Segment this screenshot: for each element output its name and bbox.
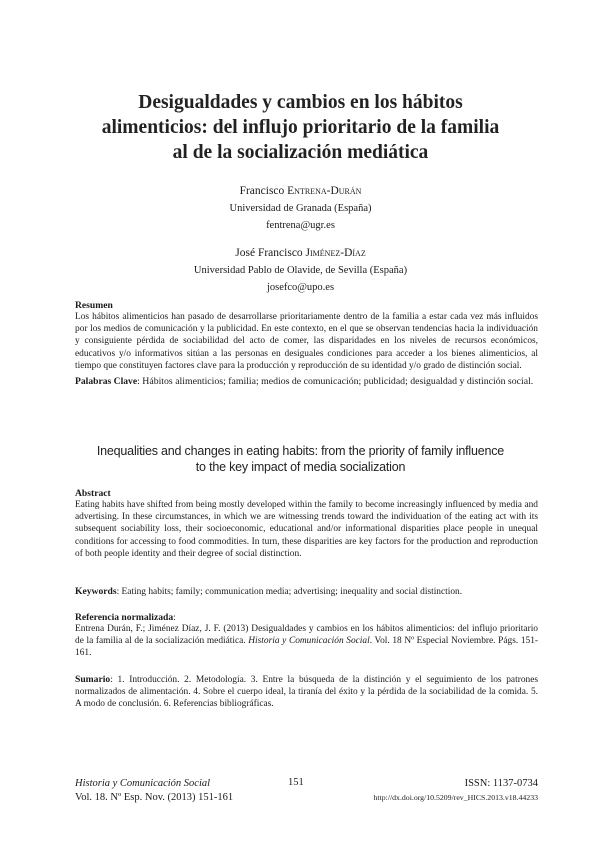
referencia-citation: Entrena Durán, F.; Jiménez Díaz, J. F. (2013) Desigualdades y cambios en los hábitos alimenticios: del influjo prioritario de la familia al de la socialización mediática.: [75, 624, 538, 647]
abstract-label: Abstract: [75, 488, 111, 499]
author-email[interactable]: josefco@upo.es: [266, 282, 335, 293]
palabras-clave-text: : Hábitos alimenticios; familia; medios de comunicación; publicidad; desigualdad y distinción social.: [137, 376, 534, 387]
author-given-name: Francisco: [239, 185, 285, 197]
author-block-1: [60, 183, 541, 234]
author-family-name: Jiménez-Díaz: [305, 247, 366, 259]
keywords: [75, 586, 538, 598]
referencia-citation-end: . Vol. 18 Nº Especial Noviembre. Págs. 151-161.: [75, 636, 539, 659]
english-title-line: Inequalities and changes in eating habits: from the priority of family influence: [96, 444, 505, 458]
article-title: [60, 90, 541, 165]
title-line: al de la socialización mediática: [172, 142, 429, 163]
footer-journal-name: Historia y Comunicación Social: [75, 778, 211, 789]
footer-identifiers: [330, 777, 538, 805]
keywords-label: Keywords: [75, 586, 117, 597]
referencia-journal: Historia y Comunicación Social: [248, 636, 370, 647]
palabras-clave-label: Palabras Clave: [75, 376, 138, 387]
author-affiliation: Universidad de Granada (España): [229, 203, 372, 214]
referencia-label: Referencia normalizada: [75, 612, 174, 623]
sumario-label: Sumario: [75, 674, 111, 685]
referencia-colon: :: [173, 613, 176, 623]
keywords-text: : Eating habits; family; communication media; advertising; inequality and social distinction.: [116, 587, 463, 597]
abstract-text: Eating habits have shifted from being mostly developed within the family to become increasingly influenced by media and advertising. In these circumstances, in which we are witnessing trends toward the individuation of the eating act with its subsequent sociability loss, their socioeconomic, educational and/or informational disparities place people in unequal conditions for accessing to food commodities. In turn, these disparities are key factors for the production and reproduction of both people identity and their degree of social distinction.: [75, 500, 538, 559]
sumario: [75, 674, 538, 711]
author-affiliation: Universidad Pablo de Olavide, de Sevilla (España): [193, 265, 408, 276]
resumen-label: Resumen: [75, 300, 113, 311]
title-line: alimenticios: del influjo prioritario de la familia: [101, 117, 500, 138]
author-family-name: Entrena-Durán: [287, 185, 362, 197]
english-title-line: to the key impact of media socialization: [195, 460, 406, 474]
footer-issn: ISSN: 1137-0734: [464, 778, 538, 789]
footer-doi-link[interactable]: http://dx.doi.org/10.5209/rev_HICS.2013.v18.44233: [373, 793, 538, 802]
title-line: Desigualdades y cambios en los hábitos: [138, 92, 463, 113]
resumen-text: Los hábitos alimenticios han pasado de desarrollarse prioritariamente dentro de la familia a estar cada vez más influidos por los medios de comunicación y la publicidad. En este contexto, en el que se observan tendencias hacia la individuación y consiguiente pérdida de sociabilidad del acto de comer, las disparidades en los niveles de recursos económicos, educativos y/o informativos sitúan a las personas en desiguales condiciones para acceder a los bienes alimenticios, al tiempo que constituyen factores clave para la producción y reproducción de su identidad y/o grado de distinción social.: [75, 312, 538, 371]
palabras-clave: [75, 375, 538, 388]
author-block-2: [60, 245, 541, 296]
footer-journal-info: [75, 777, 233, 805]
page-number: 151: [288, 777, 304, 788]
referencia-text: [75, 623, 538, 660]
author-name: [60, 183, 541, 200]
author-given-name: José Francisco: [235, 247, 303, 259]
footer-volume: Vol. 18. Nº Esp. Nov. (2013) 151-161: [75, 792, 234, 803]
english-title: [60, 443, 541, 475]
author-name: [60, 245, 541, 262]
author-email[interactable]: fentrena@ugr.es: [266, 220, 335, 231]
sumario-text: : 1. Introducción. 2. Metodología. 3. Entre la búsqueda de la distinción y el seguimiento de los patrones normalizados de alimentación. 4. Sobre el cuerpo ideal, la tiranía del éxito y la pérdida de la sociabilidad de la comida. 5. A modo de conclusión. 6. Referencias bibliográficas.: [75, 675, 538, 710]
